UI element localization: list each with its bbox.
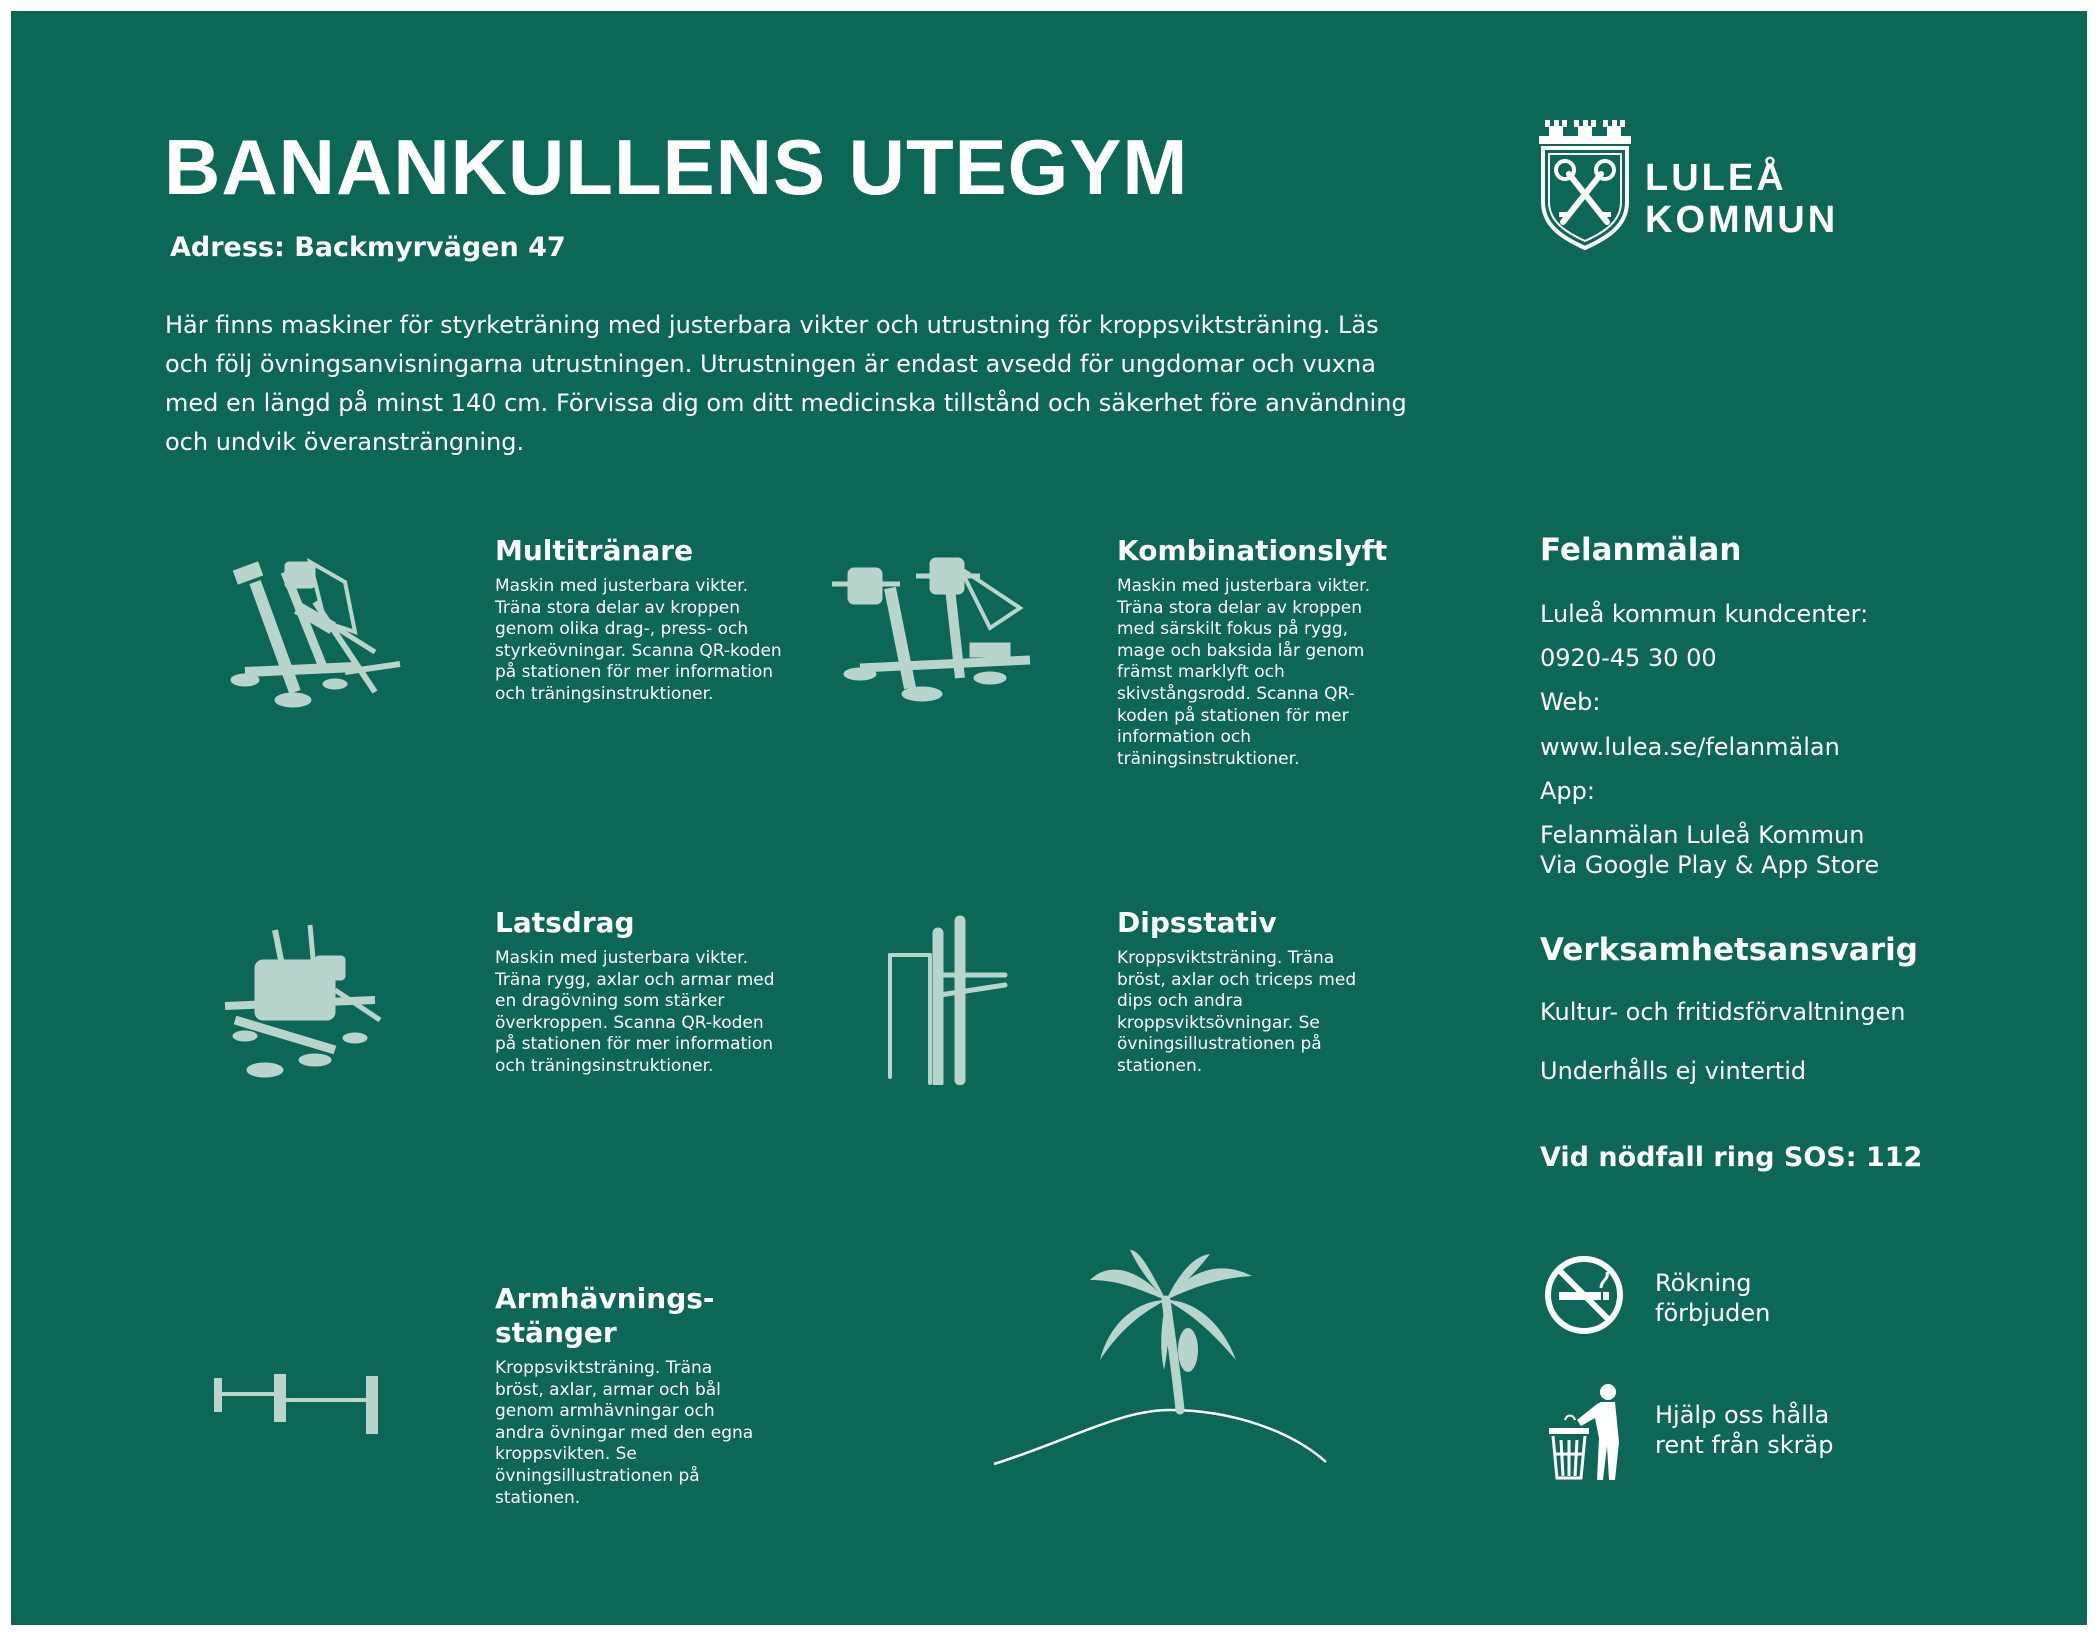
station-push-up-bars xyxy=(495,1282,755,1509)
station-dip-station xyxy=(1117,906,1377,1078)
address-line: Adress: Backmyrvägen 47 xyxy=(170,232,566,263)
station-title: Armhävnings- stänger xyxy=(495,1282,715,1349)
station-description: Maskin med justerbara vikter. Träna stora delar av kroppen genom olika drag-, press- och styrkeövningar. Scanna QR-koden på stationen för mer information och träningsinstruktioner. xyxy=(495,576,782,704)
multi-trainer-machine-icon xyxy=(215,552,415,726)
responsible-org: Kultur- och fritidsförvaltningen xyxy=(1540,998,1906,1026)
sign-line: förbjuden xyxy=(1655,1299,1771,1327)
customer-center-label: Luleå kommun kundcenter: xyxy=(1540,600,1869,628)
banana-palm-hill-icon xyxy=(990,1250,1330,1474)
responsible-heading: Verksamhetsansvarig xyxy=(1540,932,1918,968)
app-name: Felanmälan Luleå Kommun xyxy=(1540,821,1865,849)
report-heading: Felanmälan xyxy=(1540,532,1742,568)
station-description: Kroppsviktsträning. Träna bröst, axlar och triceps med dips och andra kroppsviktsövningar. Se övningsillustrationen på stationen. xyxy=(1117,948,1357,1076)
station-title: Multitränare xyxy=(495,534,694,567)
station-description: Maskin med justerbara vikter. Träna stora delar av kroppen med särskilt fokus på rygg, mage och baksida lår genom främst marklyft och skivstångsrodd. Scanna QR-koden på stationen för mer information och träningsinstruktioner. xyxy=(1117,576,1370,769)
station-title: Kombinationslyft xyxy=(1117,534,1388,567)
combination-lift-machine-icon xyxy=(830,548,1040,722)
litter-bin-icon xyxy=(1545,1382,1631,1486)
sign-line: rent från skräp xyxy=(1655,1431,1834,1459)
logo-line-1: LULEÅ xyxy=(1645,157,1787,199)
intro-text: Här finns maskiner för styrketräning med justerbara vikter och utrustning för kroppsviktsträning. Läs och följ övningsanvisningarna utrustningen. Utrustningen är endast avsedd för ungdomar och vuxna med en längd på minst 140 cm. Förvissa dig om ditt medicinska tillstånd och säkerhet före användning och undvik överansträngning. xyxy=(165,311,1407,456)
station-description: Kroppsviktsträning. Träna bröst, axlar, armar och bål genom armhävningar och andra övningar med den egna kroppsvikten. Se övningsillustrationen på stationen. xyxy=(495,1358,754,1508)
sign-line: Hjälp oss hålla xyxy=(1655,1401,1830,1429)
push-up-bars-icon xyxy=(210,1368,390,1442)
station-lat-pulldown xyxy=(495,906,785,1078)
station-description: Maskin med justerbara vikter. Träna rygg, axlar och armar med en dragövning som stärker överkroppen. Scanna QR-koden på stationen för mer information och träningsinstruktioner. xyxy=(495,948,775,1076)
emergency-notice: Vid nödfall ring SOS: 112 xyxy=(1540,1142,1923,1173)
municipality-name xyxy=(1645,157,1838,241)
station-title: Latsdrag xyxy=(495,906,635,939)
sign-line: Rökning xyxy=(1655,1269,1752,1297)
station-multi-trainer xyxy=(495,534,785,706)
station-title: Dipsstativ xyxy=(1117,906,1277,939)
app-label: App: xyxy=(1540,777,1595,805)
dip-station-icon xyxy=(880,915,1020,1089)
lat-pulldown-machine-icon xyxy=(215,920,395,1094)
web-link[interactable]: www.lulea.se/felanmälan xyxy=(1540,733,1840,761)
no-smoking-icon xyxy=(1543,1254,1625,1340)
phone-number[interactable]: 0920-45 30 00 xyxy=(1540,644,1717,672)
city-shield-keys-icon xyxy=(1535,118,1635,256)
web-label: Web: xyxy=(1540,688,1601,716)
keep-clean-label xyxy=(1655,1400,1833,1460)
no-smoking-label xyxy=(1655,1268,1770,1328)
station-combination-lift xyxy=(1117,534,1388,770)
winter-notice: Underhålls ej vintertid xyxy=(1540,1057,1807,1085)
page-title: BANANKULLENS UTEGYM xyxy=(164,123,1189,211)
logo-line-2: KOMMUN xyxy=(1645,199,1839,241)
app-stores: Via Google Play & App Store xyxy=(1540,851,1880,879)
